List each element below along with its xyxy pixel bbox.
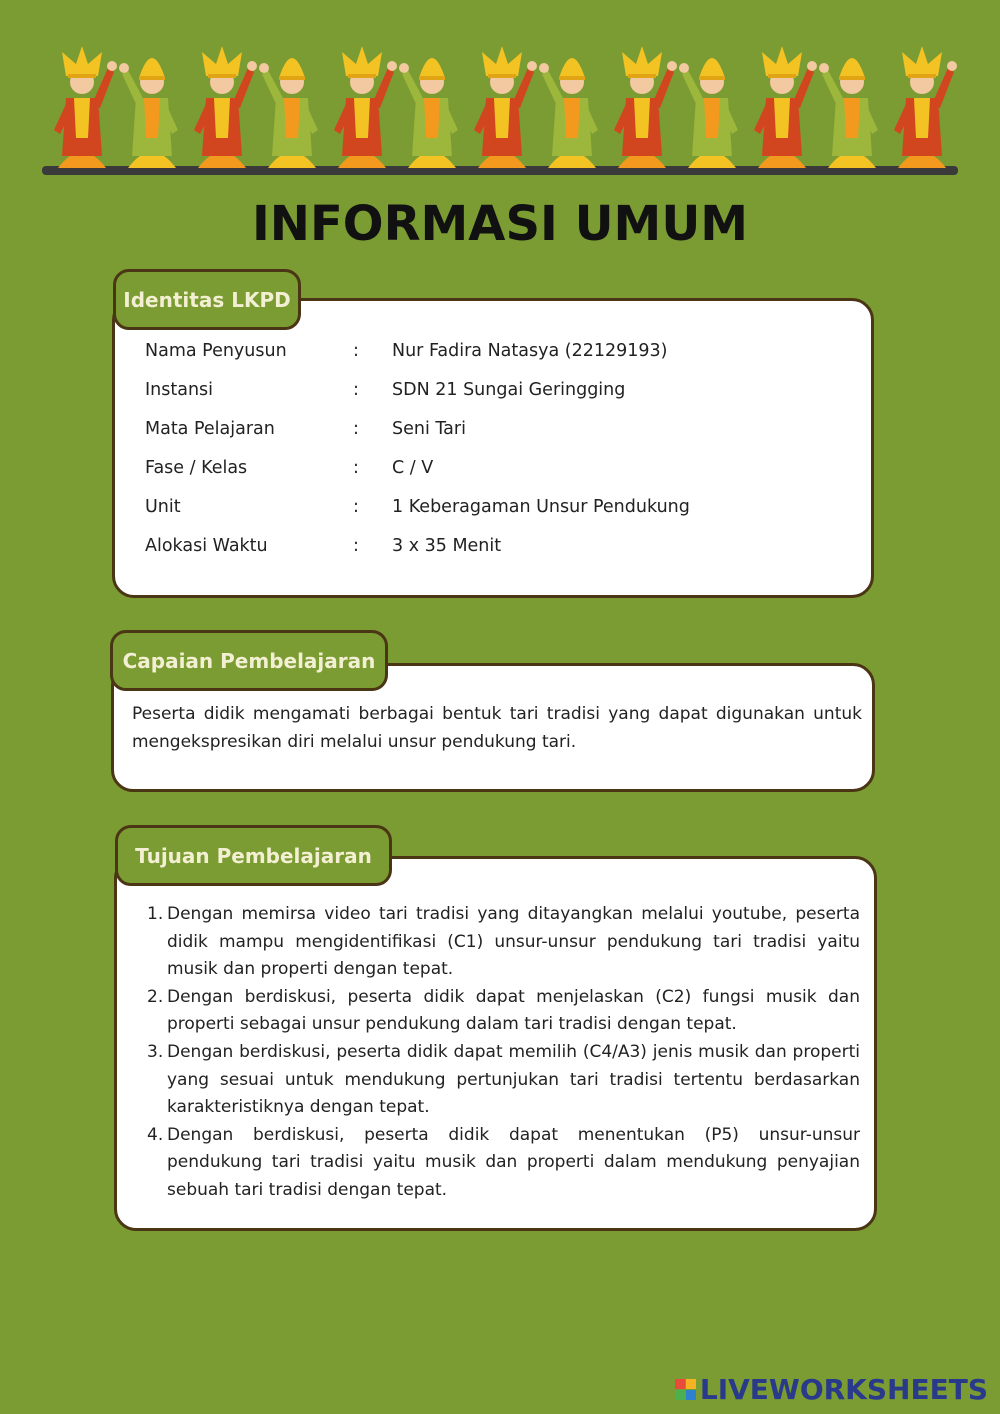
identitas-card	[112, 298, 874, 598]
row-value: 1 Keberagaman Unsur Pendukung	[392, 497, 690, 517]
row-separator: :	[353, 380, 359, 400]
row-label: Unit	[145, 497, 181, 517]
row-label: Nama Penyusun	[145, 341, 287, 361]
logo-text: LIVEWORKSHEETS	[699, 1373, 988, 1406]
capaian-tab: Capaian Pembelajaran	[110, 630, 388, 691]
logo-cube-icon	[675, 1379, 696, 1400]
list-number: 2.	[147, 986, 164, 1007]
list-number: 1.	[147, 904, 164, 924]
dancers-banner	[42, 38, 958, 178]
row-label: Instansi	[145, 380, 214, 400]
row-value: Seni Tari	[392, 419, 466, 439]
tujuan-list	[147, 901, 860, 1205]
row-label: Mata Pelajaran	[145, 419, 275, 439]
list-text: Dengan berdiskusi, peserta didik dapat memilih (C4/A3) jenis musik dan properti yang sesuai untuk mendukung pertunjukan tari tradisi tertentu berdasarkan karakteristiknya dengan tepat.	[167, 1041, 860, 1118]
list-text: Dengan berdiskusi, peserta didik dapat menentukan (P5) unsur-unsur pendukung tari tradisi yaitu musik dan properti dalam mendukung penyajian sebuah tari tradisi dengan tepat.	[167, 1124, 860, 1200]
list-text: Dengan memirsa video tari tradisi yang ditayangkan melalui youtube, peserta didik mampu mengidentifikasi (C1) unsur-unsur pendukung tari tradisi yaitu musik dan properti dengan tepat.	[167, 904, 860, 980]
row-value: C / V	[392, 458, 434, 478]
row-separator: :	[353, 536, 359, 556]
list-item	[147, 1122, 860, 1205]
row-label: Alokasi Waktu	[145, 536, 268, 556]
row-value: 3 x 35 Menit	[392, 536, 502, 556]
identitas-tab: Identitas LKPD	[113, 269, 301, 330]
row-value: Nur Fadira Natasya (22129193)	[392, 341, 668, 361]
tujuan-card	[114, 856, 877, 1231]
list-number: 4.	[147, 1124, 164, 1145]
row-value: SDN 21 Sungai Geringging	[392, 380, 626, 400]
row-separator: :	[353, 458, 359, 478]
list-number: 3.	[147, 1041, 164, 1062]
list-item	[147, 1039, 860, 1122]
list-text: Dengan berdiskusi, peserta didik dapat menjelaskan (C2) fungsi musik dan properti sebagai unsur pendukung dalam tari tradisi dengan tepat.	[167, 986, 860, 1035]
liveworksheets-logo[interactable]	[675, 1373, 988, 1406]
row-label: Fase / Kelas	[145, 458, 248, 478]
page-title: INFORMASI UMUM	[251, 196, 749, 252]
row-separator: :	[353, 419, 359, 439]
row-separator: :	[353, 341, 359, 361]
capaian-text: Peserta didik mengamati berbagai bentuk tari tradisi yang dapat digunakan untuk mengekspresikan diri melalui unsur pendukung tari.	[132, 704, 862, 752]
list-item	[147, 984, 860, 1039]
list-item	[147, 901, 860, 984]
row-separator: :	[353, 497, 359, 517]
tujuan-tab: Tujuan Pembelajaran	[115, 825, 392, 886]
